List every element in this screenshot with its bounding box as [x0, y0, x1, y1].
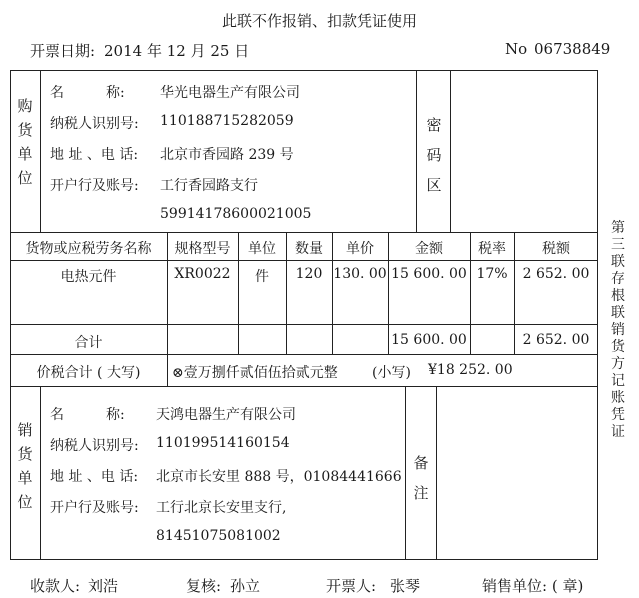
drawer: 张琴: [390, 577, 421, 595]
item-amount: 15 600. 00: [391, 266, 467, 282]
invoice-no: 06738849: [534, 40, 611, 58]
buyer-section-label: 购货单位: [17, 97, 33, 187]
sum-upper: ⊗壹万捌仟贰佰伍拾贰元整: [172, 365, 338, 381]
item-price: 130. 00: [333, 266, 387, 282]
buyer-address: 北京市香园路 239 号: [160, 147, 294, 163]
buyer-bank: 工行香园路支行: [160, 178, 258, 194]
total-tax: 2 652. 00: [522, 332, 590, 348]
seller-seal-label: 销售单位: ( 章): [482, 577, 584, 595]
total-label: 合计: [74, 335, 103, 351]
invoice-no-label: No: [505, 40, 528, 58]
divider: [10, 324, 598, 325]
cipher-area-label: 密码区: [426, 116, 442, 194]
seller-bank-label: 开户行及账号:: [50, 500, 139, 516]
col-header-name: 货物或应税劳务名称: [25, 241, 152, 257]
payee: 刘浩: [88, 577, 119, 595]
invoice-note: 此联不作报销、扣款凭证使用: [222, 12, 418, 30]
payee-label: 收款人:: [30, 577, 81, 595]
buyer-bank-label: 开户行及账号:: [50, 178, 139, 194]
drawer-label: 开票人:: [326, 577, 377, 595]
copy-side-note: 第三联 存根联 销货方记账凭证: [611, 220, 625, 440]
col-header-unit: 单位: [248, 241, 276, 257]
divider: [436, 386, 437, 560]
buyer-address-label: 地 址 、电 话:: [50, 147, 139, 163]
divider: [167, 354, 168, 386]
buyer-account: 59914178600021005: [160, 206, 312, 222]
divider: [405, 386, 406, 560]
buyer-tax-id: 110188715282059: [160, 113, 294, 129]
item-tax-amount: 2 652. 00: [522, 266, 590, 282]
date-label: 开票日期:: [30, 42, 96, 60]
col-header-tax-rate: 税率: [478, 241, 506, 257]
item-tax-rate: 17%: [476, 266, 508, 282]
sum-lower-label: (小写): [372, 365, 411, 381]
divider: [40, 386, 41, 560]
invoice-date: 2014 年 12 月 25 日: [104, 42, 250, 60]
col-header-price: 单价: [346, 241, 374, 257]
buyer-tax-label: 纳税人识别号:: [50, 116, 139, 132]
col-header-quantity: 数量: [295, 241, 323, 257]
item-quantity: 120: [295, 266, 323, 282]
divider: [10, 354, 598, 355]
remark-label: 备注: [413, 454, 429, 502]
buyer-name-label: 名 称:: [50, 85, 125, 101]
sum-label: 价税合计 ( 大写): [36, 365, 141, 381]
buyer-name: 华光电器生产有限公司: [160, 85, 300, 101]
seller-account: 81451075081002: [156, 528, 281, 544]
seller-address: 北京市长安里 888 号，01084441666: [156, 469, 402, 485]
seller-bank: 工行北京长安里支行,: [156, 500, 287, 516]
review-label: 复核:: [186, 577, 222, 595]
item-unit: 件: [255, 269, 269, 285]
seller-tax-id: 110199514160154: [156, 435, 290, 451]
divider: [416, 70, 417, 232]
item-spec: XR0022: [174, 266, 231, 282]
col-header-spec: 规格型号: [174, 241, 231, 257]
seller-address-label: 地 址 、电 话:: [50, 469, 139, 485]
item-name: 电热元件: [60, 269, 117, 285]
seller-tax-label: 纳税人识别号:: [50, 438, 139, 454]
sum-lower: ¥18 252. 00: [428, 362, 513, 378]
seller-name-label: 名 称:: [50, 407, 125, 423]
col-header-amount: 金额: [415, 241, 443, 257]
divider: [10, 260, 598, 261]
divider: [10, 386, 598, 387]
col-header-tax-amount: 税额: [542, 241, 570, 257]
seller-name: 天鸿电器生产有限公司: [156, 407, 296, 423]
seller-section-label: 销货单位: [17, 421, 33, 511]
reviewer: 孙立: [230, 577, 261, 595]
total-amount: 15 600. 00: [391, 332, 467, 348]
divider: [450, 70, 451, 232]
divider: [10, 232, 598, 233]
divider: [40, 70, 41, 232]
